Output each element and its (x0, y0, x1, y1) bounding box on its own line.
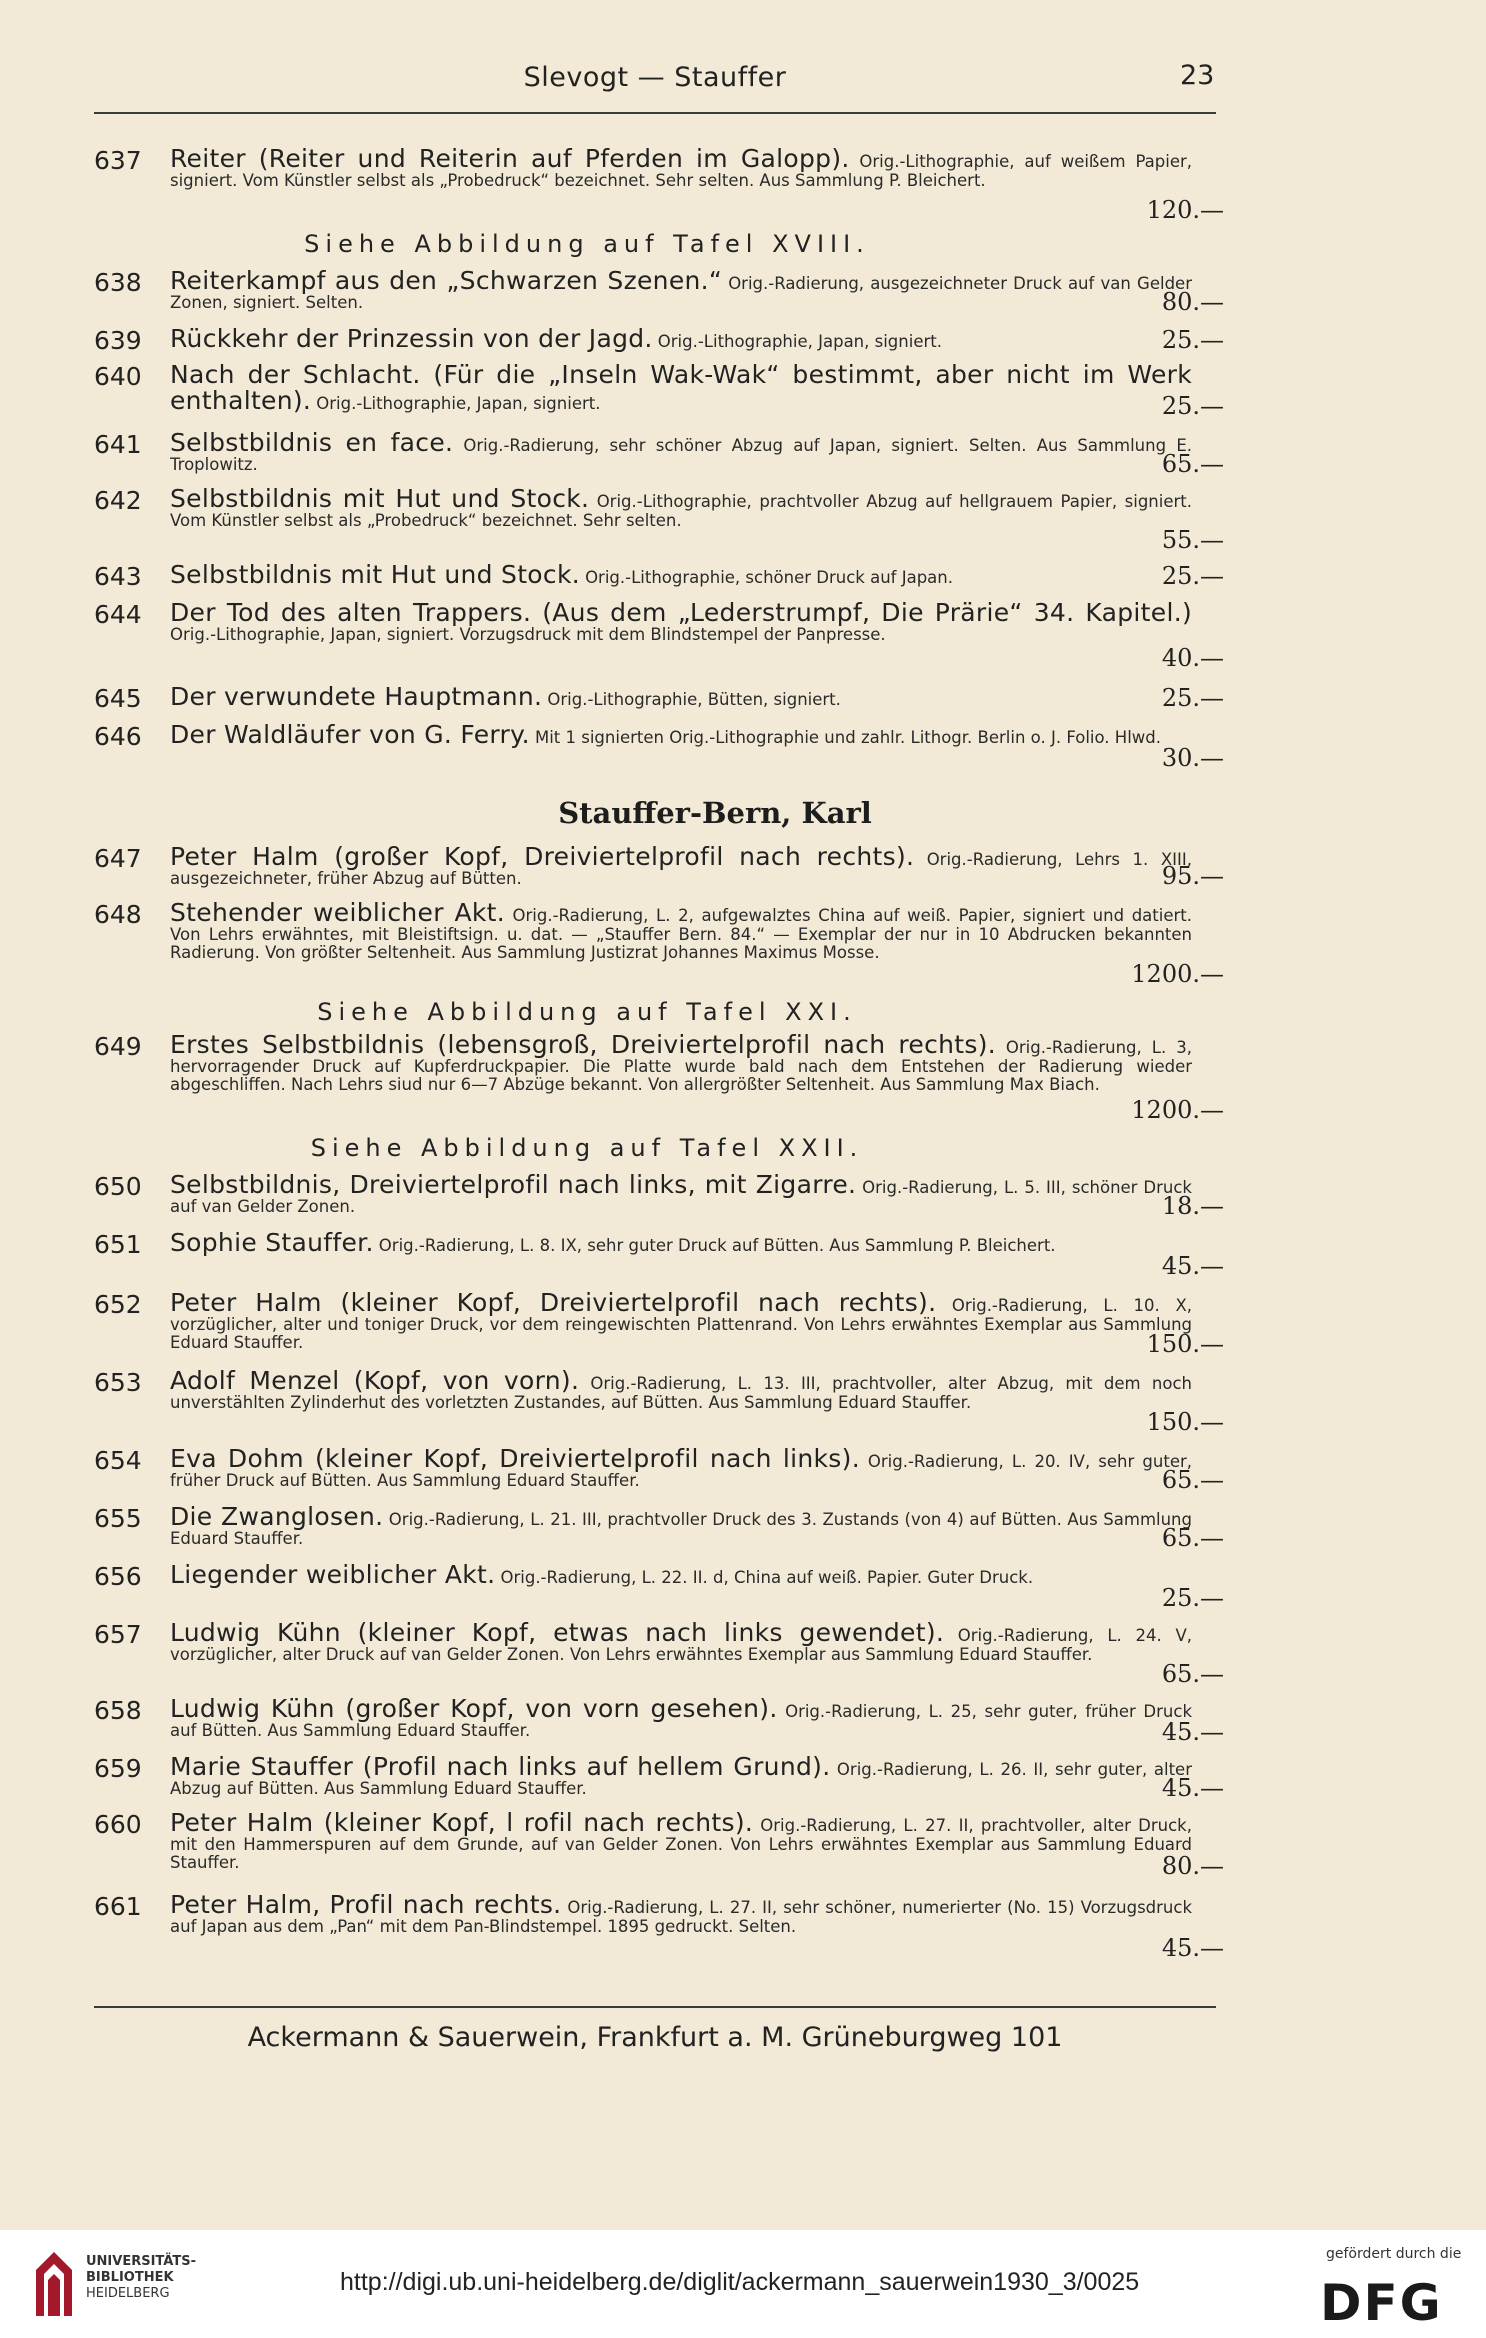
entry-number: 648 (94, 900, 142, 929)
entry-price: 1200.— (1131, 1096, 1224, 1124)
entry-body (170, 430, 1192, 474)
viewer-footer (0, 2230, 1486, 2338)
entry-number: 647 (94, 844, 142, 873)
entry-title: Der Tod des alten Trappers. (Aus dem „Lederstrumpf, Die Prärie“ 34. Kapitel.) (170, 598, 1192, 627)
publisher-imprint: Ackermann & Sauerwein, Frankfurt a. M. Grüneburgweg 101 (247, 2022, 1063, 2053)
catalog-entry (94, 684, 1224, 714)
catalog-entry (94, 1504, 1224, 1554)
entry-price: 80.— (1161, 288, 1224, 316)
entry-title: Selbstbildnis, Dreiviertelprofil nach links, mit Zigarre. (170, 1170, 857, 1199)
entry-title: Der Waldläufer von G. Ferry. (170, 720, 530, 749)
entry-number: 642 (94, 486, 142, 515)
entry-number: 641 (94, 430, 142, 459)
entry-price: 18.— (1161, 1192, 1224, 1220)
entry-title: Adolf Menzel (Kopf, von vorn). (170, 1366, 580, 1395)
entry-body (170, 1810, 1192, 1872)
entry-title: Der verwundete Hauptmann. (170, 682, 543, 711)
entry-number: 643 (94, 562, 142, 591)
entry-number: 655 (94, 1504, 142, 1533)
entry-description: Orig.-Radierung, ausgezeichneter Druck auf van Gelder Zonen, signiert. Selten. (170, 274, 1192, 312)
entry-number: 656 (94, 1562, 142, 1591)
footer-rule (94, 2006, 1216, 2008)
catalog-entry (94, 146, 1224, 226)
entry-number: 644 (94, 600, 142, 629)
entry-body (170, 362, 1192, 414)
entry-number: 638 (94, 268, 142, 297)
entry-price: 65.— (1161, 1524, 1224, 1552)
plate-reference: Siehe Abbildung auf Tafel XXI. (317, 998, 857, 1026)
catalog-entry (94, 600, 1224, 674)
entry-price: 25.— (1161, 562, 1224, 590)
entry-price: 55.— (1161, 526, 1224, 554)
entry-description: Orig.-Radierung, L. 22. II. d, China auf weiß. Papier. Guter Druck. (500, 1568, 1034, 1587)
entry-price: 45.— (1161, 1774, 1224, 1802)
catalog-entry (94, 722, 1224, 774)
entry-description: Orig.-Lithographie, schöner Druck auf Japan. (585, 568, 953, 587)
entry-description: Orig.-Radierung, L. 13. III, prachtvoller, alter Abzug, mit dem noch unverstählten Zylinderhut des vorletzten Zustandes, auf Bütten. Aus Sammlung Eduard Stauffer. (170, 1374, 1192, 1412)
entry-description: Orig.-Radierung, L. 8. IX, sehr guter Druck auf Bütten. Aus Sammlung P. Bleichert. (378, 1236, 1056, 1255)
entry-title: Selbstbildnis mit Hut und Stock. (170, 484, 590, 513)
catalog-entry (94, 1754, 1224, 1804)
source-url-link[interactable]: http://digi.ub.uni-heidelberg.de/diglit/ackermann_sauerwein1930_3/0025 (340, 2268, 1140, 2296)
entry-body (170, 1446, 1192, 1490)
entry-title: Rückkehr der Prinzessin von der Jagd. (170, 324, 653, 353)
entry-number: 652 (94, 1290, 142, 1319)
entry-body (170, 1562, 1192, 1588)
entry-number: 640 (94, 362, 142, 391)
entry-body (170, 562, 1192, 588)
entry-description: Orig.-Radierung, L. 20. IV, sehr guter, früher Druck auf Bütten. Aus Sammlung Eduard Stauffer. (170, 1452, 1192, 1490)
entry-number: 650 (94, 1172, 142, 1201)
entry-body (170, 146, 1192, 190)
catalog-entry (94, 1290, 1224, 1360)
dfg-logo-text: DFG (1320, 2274, 1443, 2326)
entry-price: 25.— (1161, 1584, 1224, 1612)
catalog-entry (94, 1230, 1224, 1282)
entry-description: Orig.-Lithographie, Japan, signiert. (316, 394, 601, 413)
entry-body (170, 1368, 1192, 1412)
entry-body (170, 486, 1192, 530)
library-logo-icon (30, 2246, 78, 2318)
entry-title: Reiterkampf aus den „Schwarzen Szenen.“ (170, 266, 723, 295)
entry-number: 661 (94, 1892, 142, 1921)
entry-price: 95.— (1161, 862, 1224, 890)
entry-number: 639 (94, 326, 142, 355)
entry-description: Mit 1 signierten Orig.-Lithographie und zahlr. Lithogr. Berlin o. J. Folio. Hlwd. (534, 728, 1161, 747)
entry-price: 65.— (1161, 450, 1224, 478)
artist-heading: Stauffer-Bern, Karl (558, 796, 872, 830)
entry-price: 30.— (1161, 744, 1224, 772)
entry-description: Orig.-Radierung, L. 2, aufgewalztes China auf weiß. Papier, signiert und datiert. Von Lehrs erwähntes, mit Bleistiftsign. u. dat. — „Stauffer Bern. 84.“ — Exemplar der nur in 10 Abdrucken bekannten Radierung. Von größter Seltenheit. Aus Sammlung Justizrat Johannes Maximus Mosse. (170, 906, 1193, 962)
entry-title: Erstes Selbstbildnis (lebensgroß, Dreiviertelprofil nach rechts). (170, 1030, 996, 1059)
entry-body (170, 1620, 1192, 1664)
catalog-entry (94, 1810, 1224, 1882)
entry-description: Orig.-Lithographie, Japan, signiert. (657, 332, 942, 351)
catalog-entry (94, 268, 1224, 318)
entry-title: Marie Stauffer (Profil nach links auf hellem Grund). (170, 1752, 831, 1781)
entry-price: 150.— (1146, 1330, 1224, 1358)
entry-body (170, 844, 1192, 888)
entry-description: Orig.-Radierung, L. 5. III, schöner Druck auf van Gelder Zonen. (170, 1178, 1192, 1216)
entry-body (170, 684, 1192, 710)
entry-description: Orig.-Lithographie, Bütten, signiert. (547, 690, 841, 709)
dfg-logo-icon (1320, 2274, 1460, 2326)
entry-title: Selbstbildnis en face. (170, 428, 454, 457)
entry-number: 651 (94, 1230, 142, 1259)
entry-description: Orig.-Radierung, L. 21. III, prachtvoller Druck des 3. Zustands (von 4) auf Bütten. Aus Sammlung Eduard Stauffer. (170, 1510, 1192, 1548)
entry-title: Eva Dohm (kleiner Kopf, Dreiviertelprofil nach links). (170, 1444, 860, 1473)
header-rule (94, 112, 1216, 114)
catalog-entry (94, 900, 1224, 990)
entry-title: Reiter (Reiter und Reiterin auf Pferden im Galopp). (170, 144, 850, 173)
entry-title: Peter Halm, Profil nach rechts. (170, 1890, 562, 1919)
entry-price: 1200.— (1131, 960, 1224, 988)
catalog-entry (94, 326, 1224, 356)
entry-description: Orig.-Radierung, L. 3, hervorragender Druck auf Kupferdruckpapier. Die Platte wurde bald nach dem Entstehen der Radierung wieder abgeschliffen. Nach Lehrs siud nur 6—7 Abzüge bekannt. Von allergrößter Seltenheit. Aus Sammlung Max Biach. (170, 1038, 1192, 1094)
entry-number: 660 (94, 1810, 142, 1839)
entry-price: 80.— (1161, 1852, 1224, 1880)
entry-description: Orig.-Radierung, L. 25, sehr guter, früher Druck auf Bütten. Aus Sammlung Eduard Stauffer. (170, 1702, 1192, 1740)
catalog-entry (94, 1620, 1224, 1690)
entry-number: 654 (94, 1446, 142, 1475)
entry-title: Selbstbildnis mit Hut und Stock. (170, 560, 580, 589)
catalog-entry (94, 562, 1224, 592)
catalog-entry (94, 1562, 1224, 1614)
plate-reference: Siehe Abbildung auf Tafel XXII. (310, 1134, 864, 1162)
entry-body (170, 722, 1192, 748)
entry-title: Ludwig Kühn (kleiner Kopf, etwas nach links gewendet). (170, 1618, 945, 1647)
catalog-entry (94, 486, 1224, 556)
entry-number: 659 (94, 1754, 142, 1783)
entry-title: Die Zwanglosen. (170, 1502, 384, 1531)
running-head: Slevogt — Stauffer (523, 62, 787, 93)
catalog-entry (94, 1446, 1224, 1496)
entry-body (170, 1754, 1192, 1798)
entry-price: 65.— (1161, 1466, 1224, 1494)
entry-title: Peter Halm (kleiner Kopf, Dreiviertelprofil nach rechts). (170, 1288, 937, 1317)
entry-number: 649 (94, 1032, 142, 1061)
entry-description: Orig.-Lithographie, prachtvoller Abzug auf hellgrauem Papier, signiert. Vom Künstler selbst als „Probedruck“ bezeichnet. Sehr selten. (170, 492, 1192, 530)
catalog-entry (94, 1032, 1224, 1126)
entry-price: 150.— (1146, 1408, 1224, 1436)
catalog-entry (94, 362, 1224, 422)
entry-body (170, 326, 1192, 352)
library-name-line: HEIDELBERG (86, 2286, 170, 2301)
entry-title: Liegender weiblicher Akt. (170, 1560, 496, 1589)
entry-body (170, 1504, 1192, 1548)
entry-price: 120.— (1146, 196, 1224, 224)
entry-description: Orig.-Radierung, L. 10. X, vorzüglicher, alter und toniger Druck, vor dem reingewischten Plattenrand. Von Lehrs erwähntes Exemplar aus Sammlung Eduard Stauffer. (170, 1296, 1192, 1352)
entry-price: 25.— (1161, 684, 1224, 712)
entry-body (170, 268, 1192, 312)
plate-reference: Siehe Abbildung auf Tafel XVIII. (304, 230, 870, 258)
entry-description: Orig.-Radierung, L. 27. II, sehr schöner, numerierter (No. 15) Vorzugsdruck auf Japan aus dem „Pan“ mit dem Pan-Blindstempel. 1895 gedruckt. Selten. (170, 1898, 1193, 1936)
entry-price: 45.— (1161, 1934, 1224, 1962)
entry-number: 645 (94, 684, 142, 713)
entry-title: Nach der Schlacht. (Für die „Inseln Wak-Wak“ bestimmt, aber nicht im Werk enthalten). (170, 360, 1192, 415)
entry-price: 45.— (1161, 1252, 1224, 1280)
entry-title: Peter Halm (kleiner Kopf, l rofil nach rechts). (170, 1808, 754, 1837)
entry-number: 646 (94, 722, 142, 751)
catalog-entry (94, 1368, 1224, 1438)
library-name-line: UNIVERSITÄTS- (86, 2254, 196, 2269)
entry-body (170, 600, 1192, 644)
entry-number: 658 (94, 1696, 142, 1725)
entry-price: 40.— (1161, 644, 1224, 672)
entry-description: Orig.-Radierung, L. 27. II, prachtvoller, alter Druck, mit den Hammerspuren auf dem Grunde, auf van Gelder Zonen. Von Lehrs erwähntes Exemplar aus Sammlung Eduard Stauffer. (170, 1816, 1192, 1872)
entry-title: Stehender weiblicher Akt. (170, 898, 505, 927)
entry-description: Orig.-Radierung, sehr schöner Abzug auf Japan, signiert. Selten. Aus Sammlung E. Troplowitz. (170, 436, 1192, 474)
entry-price: 45.— (1161, 1718, 1224, 1746)
entry-title: Sophie Stauffer. (170, 1228, 374, 1257)
catalog-entry (94, 1172, 1224, 1222)
library-name-line: BIBLIOTHEK (86, 2270, 174, 2285)
entry-body (170, 1230, 1192, 1256)
entry-description: Orig.-Radierung, Lehrs 1. XIII, ausgezeichneter, früher Abzug auf Bütten. (170, 850, 1192, 888)
entry-body (170, 1892, 1192, 1936)
entry-description: Orig.-Lithographie, Japan, signiert. Vorzugsdruck mit dem Blindstempel der Panpresse. (170, 625, 886, 644)
entry-number: 637 (94, 146, 142, 175)
entry-price: 25.— (1161, 326, 1224, 354)
entry-title: Peter Halm (großer Kopf, Dreiviertelprofil nach rechts). (170, 842, 915, 871)
entry-body (170, 1032, 1192, 1094)
library-name (86, 2254, 196, 2302)
funder-caption: gefördert durch die (1326, 2246, 1462, 2262)
entry-price: 25.— (1161, 392, 1224, 420)
page-number: 23 (1180, 60, 1215, 91)
entry-title: Ludwig Kühn (großer Kopf, von vorn gesehen). (170, 1694, 778, 1723)
entry-number: 657 (94, 1620, 142, 1649)
entry-number: 653 (94, 1368, 142, 1397)
entry-body (170, 1172, 1192, 1216)
catalog-entry (94, 430, 1224, 480)
catalog-entry (94, 844, 1224, 892)
entry-body (170, 1290, 1192, 1352)
entry-body (170, 1696, 1192, 1740)
entry-price: 65.— (1161, 1660, 1224, 1688)
catalog-entry (94, 1892, 1224, 1964)
entry-description: Orig.-Lithographie, auf weißem Papier, signiert. Vom Künstler selbst als „Probedruck“ bezeichnet. Sehr selten. Aus Sammlung P. Bleichert. (170, 152, 1193, 190)
entry-description: Orig.-Radierung, L. 24. V, vorzüglicher, alter Druck auf van Gelder Zonen. Von Lehrs erwähntes Exemplar aus Sammlung Eduard Stauffer. (170, 1626, 1193, 1664)
catalog-entry (94, 1696, 1224, 1748)
entry-body (170, 900, 1192, 962)
entry-description: Orig.-Radierung, L. 26. II, sehr guter, alter Abzug auf Bütten. Aus Sammlung Eduard Stauffer. (170, 1760, 1192, 1798)
